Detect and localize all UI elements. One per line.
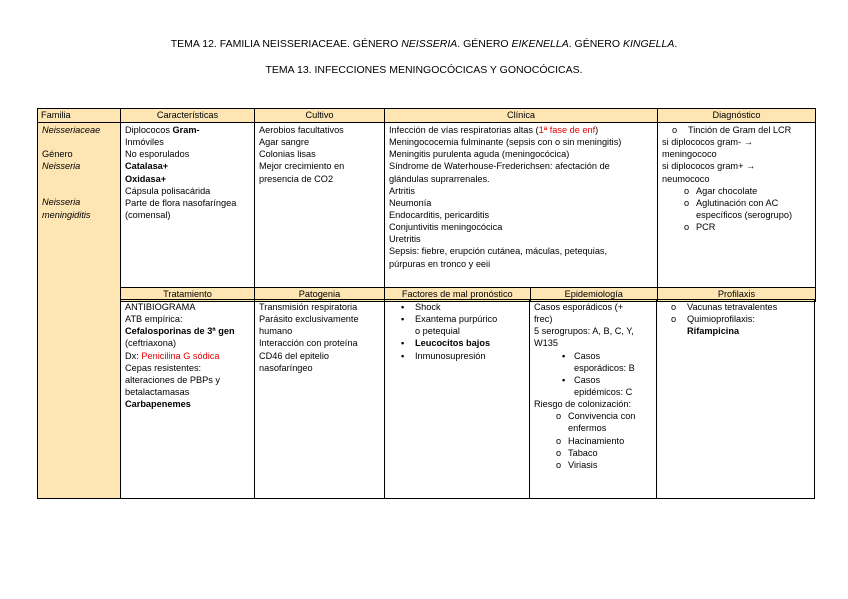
- content-row-bottom: [38, 300, 815, 499]
- text-line: Catalasa+: [125, 161, 169, 172]
- text-line: Oxidasa+: [125, 173, 167, 184]
- text-line: Cefalosporinas de 3ª gen: [125, 326, 235, 337]
- caracteristicas-cell: [121, 123, 255, 288]
- patogenia-cell: [255, 300, 385, 499]
- diagnostico-cell: [658, 123, 816, 288]
- text-line: humano: [259, 326, 293, 337]
- header-row-top: [38, 109, 816, 123]
- page-title: [0, 38, 848, 50]
- factores-cell: [385, 300, 530, 499]
- text-line: Riesgo de colonización:: [534, 399, 632, 410]
- list-item: • Leucocitos bajos: [389, 337, 525, 349]
- text-line: púrpuras en tronco y eeii: [389, 258, 491, 269]
- text-line: Cápsula polisacárida: [125, 185, 211, 196]
- text-line: Carbapenemes: [125, 399, 191, 410]
- list-item: o Aglutinación con AC específicos (serogrupo): [662, 197, 811, 221]
- list-item: o Agar chocolate: [662, 185, 811, 197]
- list-item: • Casos epidémicos: C: [534, 374, 652, 398]
- species-name-line2: meningiditis: [42, 209, 91, 220]
- list-item: o Hacinamiento: [534, 435, 652, 447]
- species-name-line1: Neisseria: [42, 197, 81, 208]
- text-line: nasofaríngeo: [259, 362, 313, 373]
- text-line: Meningitis purulenta aguda (meningocócica): [389, 149, 570, 160]
- title-genus-kingella: KINGELLA: [622, 38, 675, 50]
- list-item: o PCR: [662, 221, 811, 233]
- text-line: si diplococos gram- →: [662, 137, 753, 148]
- text-line: Artritis: [389, 185, 416, 196]
- header-epidemiologia: Epidemiología: [530, 288, 657, 301]
- text-line: frec): [534, 314, 553, 325]
- text-line: Conjuntivitis meningocócica: [389, 222, 503, 233]
- text-line: ANTIBIOGRAMA: [125, 302, 196, 312]
- header-diagnostico: Diagnóstico: [658, 109, 816, 123]
- text-line: Interacción con proteína: [259, 338, 358, 349]
- list-item: o Tabaco: [534, 447, 652, 459]
- text-line: CD46 del epitelio: [259, 350, 329, 361]
- text-line: neumococo: [662, 173, 710, 184]
- text-line: Inmóviles: [125, 137, 164, 148]
- text-line: betalactamasas: [125, 386, 190, 397]
- text-line: Uretritis: [389, 234, 421, 245]
- list-item: o Tinción de Gram del LCR: [662, 124, 811, 136]
- family-name: Neisseriaceae: [42, 125, 101, 135]
- content-row-top: [38, 123, 816, 288]
- text-line: Parte de flora nasofaríngea: [125, 197, 237, 208]
- bullet-list: [534, 410, 652, 471]
- text-line: Infección de vías respiratorias altas (1ª fase de enf): [389, 125, 599, 135]
- list-item: • Casos esporádicos: B: [534, 350, 652, 374]
- title-text: . GÉNERO: [568, 38, 623, 50]
- bullet-list: [662, 185, 811, 234]
- list-item: o Convivencia con enfermos: [534, 410, 652, 434]
- text-line: meningococo: [662, 149, 717, 160]
- text-line: Cepas resistentes:: [125, 362, 202, 373]
- bullet-list: [534, 350, 652, 399]
- list-item: o Quimioprofilaxis: Rifampicina: [661, 313, 810, 337]
- header-caracteristicas: Características: [121, 109, 255, 123]
- text-line: presencia de CO2: [259, 173, 334, 184]
- text-line: Agar sangre: [259, 137, 310, 148]
- text-line: Síndrome de Waterhouse-Frederichsen: afectación de: [389, 161, 610, 172]
- list-item: o Viriasis: [534, 459, 652, 471]
- text-line: Dx: Penicilina G sódica: [125, 350, 220, 361]
- familia-cell: [38, 123, 121, 302]
- header-profilaxis: Profilaxis: [658, 288, 816, 302]
- clinica-cell: [385, 123, 658, 288]
- list-item: o Vacunas tetravalentes: [661, 301, 810, 313]
- header-factores: Factores de mal pronóstico: [385, 288, 530, 301]
- bullet-list: [389, 301, 525, 362]
- text-line: (ceftriaxona): [125, 338, 177, 349]
- familia-cell-continued: [38, 300, 121, 499]
- header-familia: Familia: [38, 109, 121, 123]
- text-line: W135: [534, 338, 559, 349]
- text-line: Casos esporádicos (+: [534, 302, 624, 312]
- text-line: Endocarditis, pericarditis: [389, 209, 490, 220]
- page-subtitle: TEMA 13. INFECCIONES MENINGOCÓCICAS Y GONOCÓCICAS.: [265, 64, 583, 76]
- cultivo-cell: [255, 123, 385, 288]
- list-item: • Inmunosupresión: [389, 350, 525, 362]
- summary-table-bottom: [37, 299, 815, 499]
- text-line: Transmisión respiratoria: [259, 302, 358, 312]
- summary-table: [37, 108, 816, 302]
- title-text: .: [674, 38, 678, 50]
- text-line: Parásito exclusivamente: [259, 314, 359, 325]
- genus-label: Género: [42, 149, 73, 160]
- text-line: si diplococos gram+ →: [662, 161, 756, 172]
- title-genus-neisseria: NEISSERIA: [401, 38, 458, 50]
- text-line: Diplococos Gram-: [125, 125, 200, 135]
- text-line: (comensal): [125, 209, 171, 220]
- title-text: TEMA 12. FAMILIA NEISSERIACEAE. GÉNERO: [170, 38, 402, 50]
- title-genus-eikenella: EIKENELLA: [511, 38, 569, 50]
- text-line: Meningococemia fulminante (sepsis con o sin meningitis): [389, 137, 622, 148]
- profilaxis-cell: [657, 300, 815, 499]
- genus-name: Neisseria: [42, 161, 81, 172]
- text-line: Colonias lisas: [259, 149, 316, 160]
- text-line: alteraciones de PBPs y: [125, 374, 220, 385]
- bullet-list: [661, 301, 810, 337]
- text-line: glándulas suprarrenales.: [389, 173, 490, 184]
- header-tratamiento: Tratamiento: [121, 288, 255, 302]
- text-line: Mejor crecimiento en: [259, 161, 345, 172]
- list-item: • Shock: [389, 301, 525, 313]
- header-cultivo: Cultivo: [255, 109, 385, 123]
- header-clinica: Clínica: [385, 109, 658, 123]
- list-item: • Exantema purpúrico o petequial: [389, 313, 525, 337]
- header-patogenia: Patogenia: [255, 288, 385, 302]
- text-line: Neumonía: [389, 197, 432, 208]
- tratamiento-cell: [121, 300, 255, 499]
- title-text: . GÉNERO: [457, 38, 512, 50]
- text-line: Aerobios facultativos: [259, 125, 344, 135]
- text-line: ATB empírica:: [125, 314, 183, 325]
- text-line: 5 serogrupos: A, B, C, Y,: [534, 326, 634, 337]
- text-line: No esporulados: [125, 149, 190, 160]
- bullet-list: [662, 124, 811, 136]
- epidemiologia-cell: [530, 300, 657, 499]
- text-line: Sepsis: fiebre, erupción cutánea, máculas, petequias,: [389, 246, 608, 257]
